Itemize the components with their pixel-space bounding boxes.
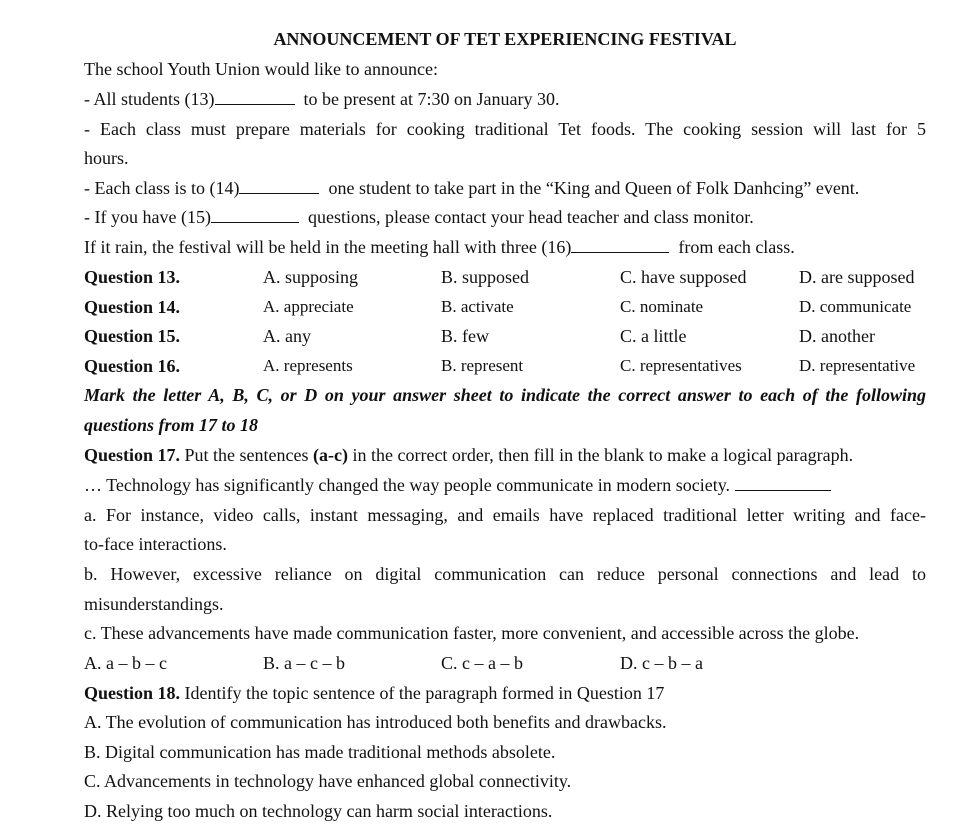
question-17-sentence-c: c. These advancements have made communication faster, more convenient, and accessible across the globe. xyxy=(84,623,860,643)
question-17-option-c: C. c – a – b xyxy=(441,653,523,673)
blank-16 xyxy=(571,236,669,253)
line-15-post: questions, please contact your head teacher and class monitor. xyxy=(307,207,754,227)
blank-17 xyxy=(735,474,831,491)
blank-14 xyxy=(239,177,319,194)
blank-13 xyxy=(215,88,295,105)
line-13-pre: - All students (13) xyxy=(84,89,215,109)
announcement-line-13 xyxy=(84,88,559,110)
question-17-sentence-b-cont: misunderstandings. xyxy=(84,594,224,614)
question-14-option-b: B. activate xyxy=(441,297,514,316)
question-17-lead-text: … Technology has significantly changed the way people communicate in modern society. xyxy=(84,475,731,495)
question-17-sentence-a-cont: to-face interactions. xyxy=(84,534,227,554)
question-13-option-d: D. are supposed xyxy=(799,267,915,287)
question-17-option-a: A. a – b – c xyxy=(84,653,167,673)
question-16-label: Question 16. xyxy=(84,356,181,376)
announcement-title: ANNOUNCEMENT OF TET EXPERIENCING FESTIVAL xyxy=(273,29,737,49)
question-14-label: Question 14. xyxy=(84,297,181,317)
question-15-option-c: C. a little xyxy=(620,326,687,346)
line-14-post: one student to take part in the “King and Queen of Folk Danhcing” event. xyxy=(328,178,860,198)
instruction-line-1: Mark the letter A, B, C, or D on your answer sheet to indicate the correct answer to each of the following xyxy=(84,385,926,405)
line-16-pre: If it rain, the festival will be held in the meeting hall with three (16) xyxy=(84,237,572,257)
question-13-label: Question 13. xyxy=(84,267,181,287)
line-14-pre: - Each class is to (14) xyxy=(84,178,240,198)
question-14-option-a: A. appreciate xyxy=(263,297,354,316)
question-17-sentence-a: a. For instance, video calls, instant messaging, and emails have replaced traditional letter writing and face- xyxy=(84,505,926,525)
question-18-option-b: B. Digital communication has made traditional methods absolete. xyxy=(84,742,556,762)
question-15-label: Question 15. xyxy=(84,326,181,346)
question-18-label: Question 18. xyxy=(84,683,181,703)
question-13-option-c: C. have supposed xyxy=(620,267,747,287)
question-17-label: Question 17. xyxy=(84,445,181,465)
question-18-option-d: D. Relying too much on technology can harm social interactions. xyxy=(84,801,553,821)
question-16-option-c: C. representatives xyxy=(620,356,742,375)
question-17-prompt xyxy=(84,444,853,466)
question-13-option-b: B. supposed xyxy=(441,267,530,287)
announcement-line-16 xyxy=(84,236,795,258)
question-16-option-b: B. represent xyxy=(441,356,524,375)
question-16-option-a: A. represents xyxy=(263,356,353,375)
question-16-option-d: D. representative xyxy=(799,356,916,375)
question-17-text-bold: (a-c) xyxy=(313,445,348,465)
announcement-line-15 xyxy=(84,206,754,228)
question-15-option-d: D. another xyxy=(799,326,875,346)
question-18-prompt xyxy=(84,682,664,704)
question-18-text: Identify the topic sentence of the paragraph formed in Question 17 xyxy=(184,683,665,703)
announcement-line-14 xyxy=(84,177,859,199)
announcement-line-cooking-cont: hours. xyxy=(84,148,129,168)
line-16-post: from each class. xyxy=(678,237,795,257)
question-17-option-d: D. c – b – a xyxy=(620,653,703,673)
question-17-text-post: in the correct order, then fill in the blank to make a logical paragraph. xyxy=(352,445,854,465)
blank-15 xyxy=(211,206,299,223)
question-14-option-d: D. communicate xyxy=(799,297,912,316)
question-18-option-a: A. The evolution of communication has introduced both benefits and drawbacks. xyxy=(84,712,667,732)
announcement-line-cooking: - Each class must prepare materials for cooking traditional Tet foods. The cooking session will last for 5 xyxy=(84,119,926,139)
intro-line: The school Youth Union would like to announce: xyxy=(84,59,438,79)
line-13-post: to be present at 7:30 on January 30. xyxy=(303,89,560,109)
instruction-line-2: questions from 17 to 18 xyxy=(84,415,259,435)
question-15-option-a: A. any xyxy=(263,326,311,346)
question-14-option-c: C. nominate xyxy=(620,297,704,316)
question-15-option-b: B. few xyxy=(441,326,489,346)
question-18-option-c: C. Advancements in technology have enhanced global connectivity. xyxy=(84,771,572,791)
line-15-pre: - If you have (15) xyxy=(84,207,211,227)
question-17-option-b: B. a – c – b xyxy=(263,653,345,673)
question-13-option-a: A. supposing xyxy=(263,267,359,287)
question-17-lead xyxy=(84,474,831,496)
question-17-sentence-b: b. However, excessive reliance on digital communication can reduce personal connections and lead to xyxy=(84,564,926,584)
question-17-text-pre: Put the sentences xyxy=(184,445,309,465)
